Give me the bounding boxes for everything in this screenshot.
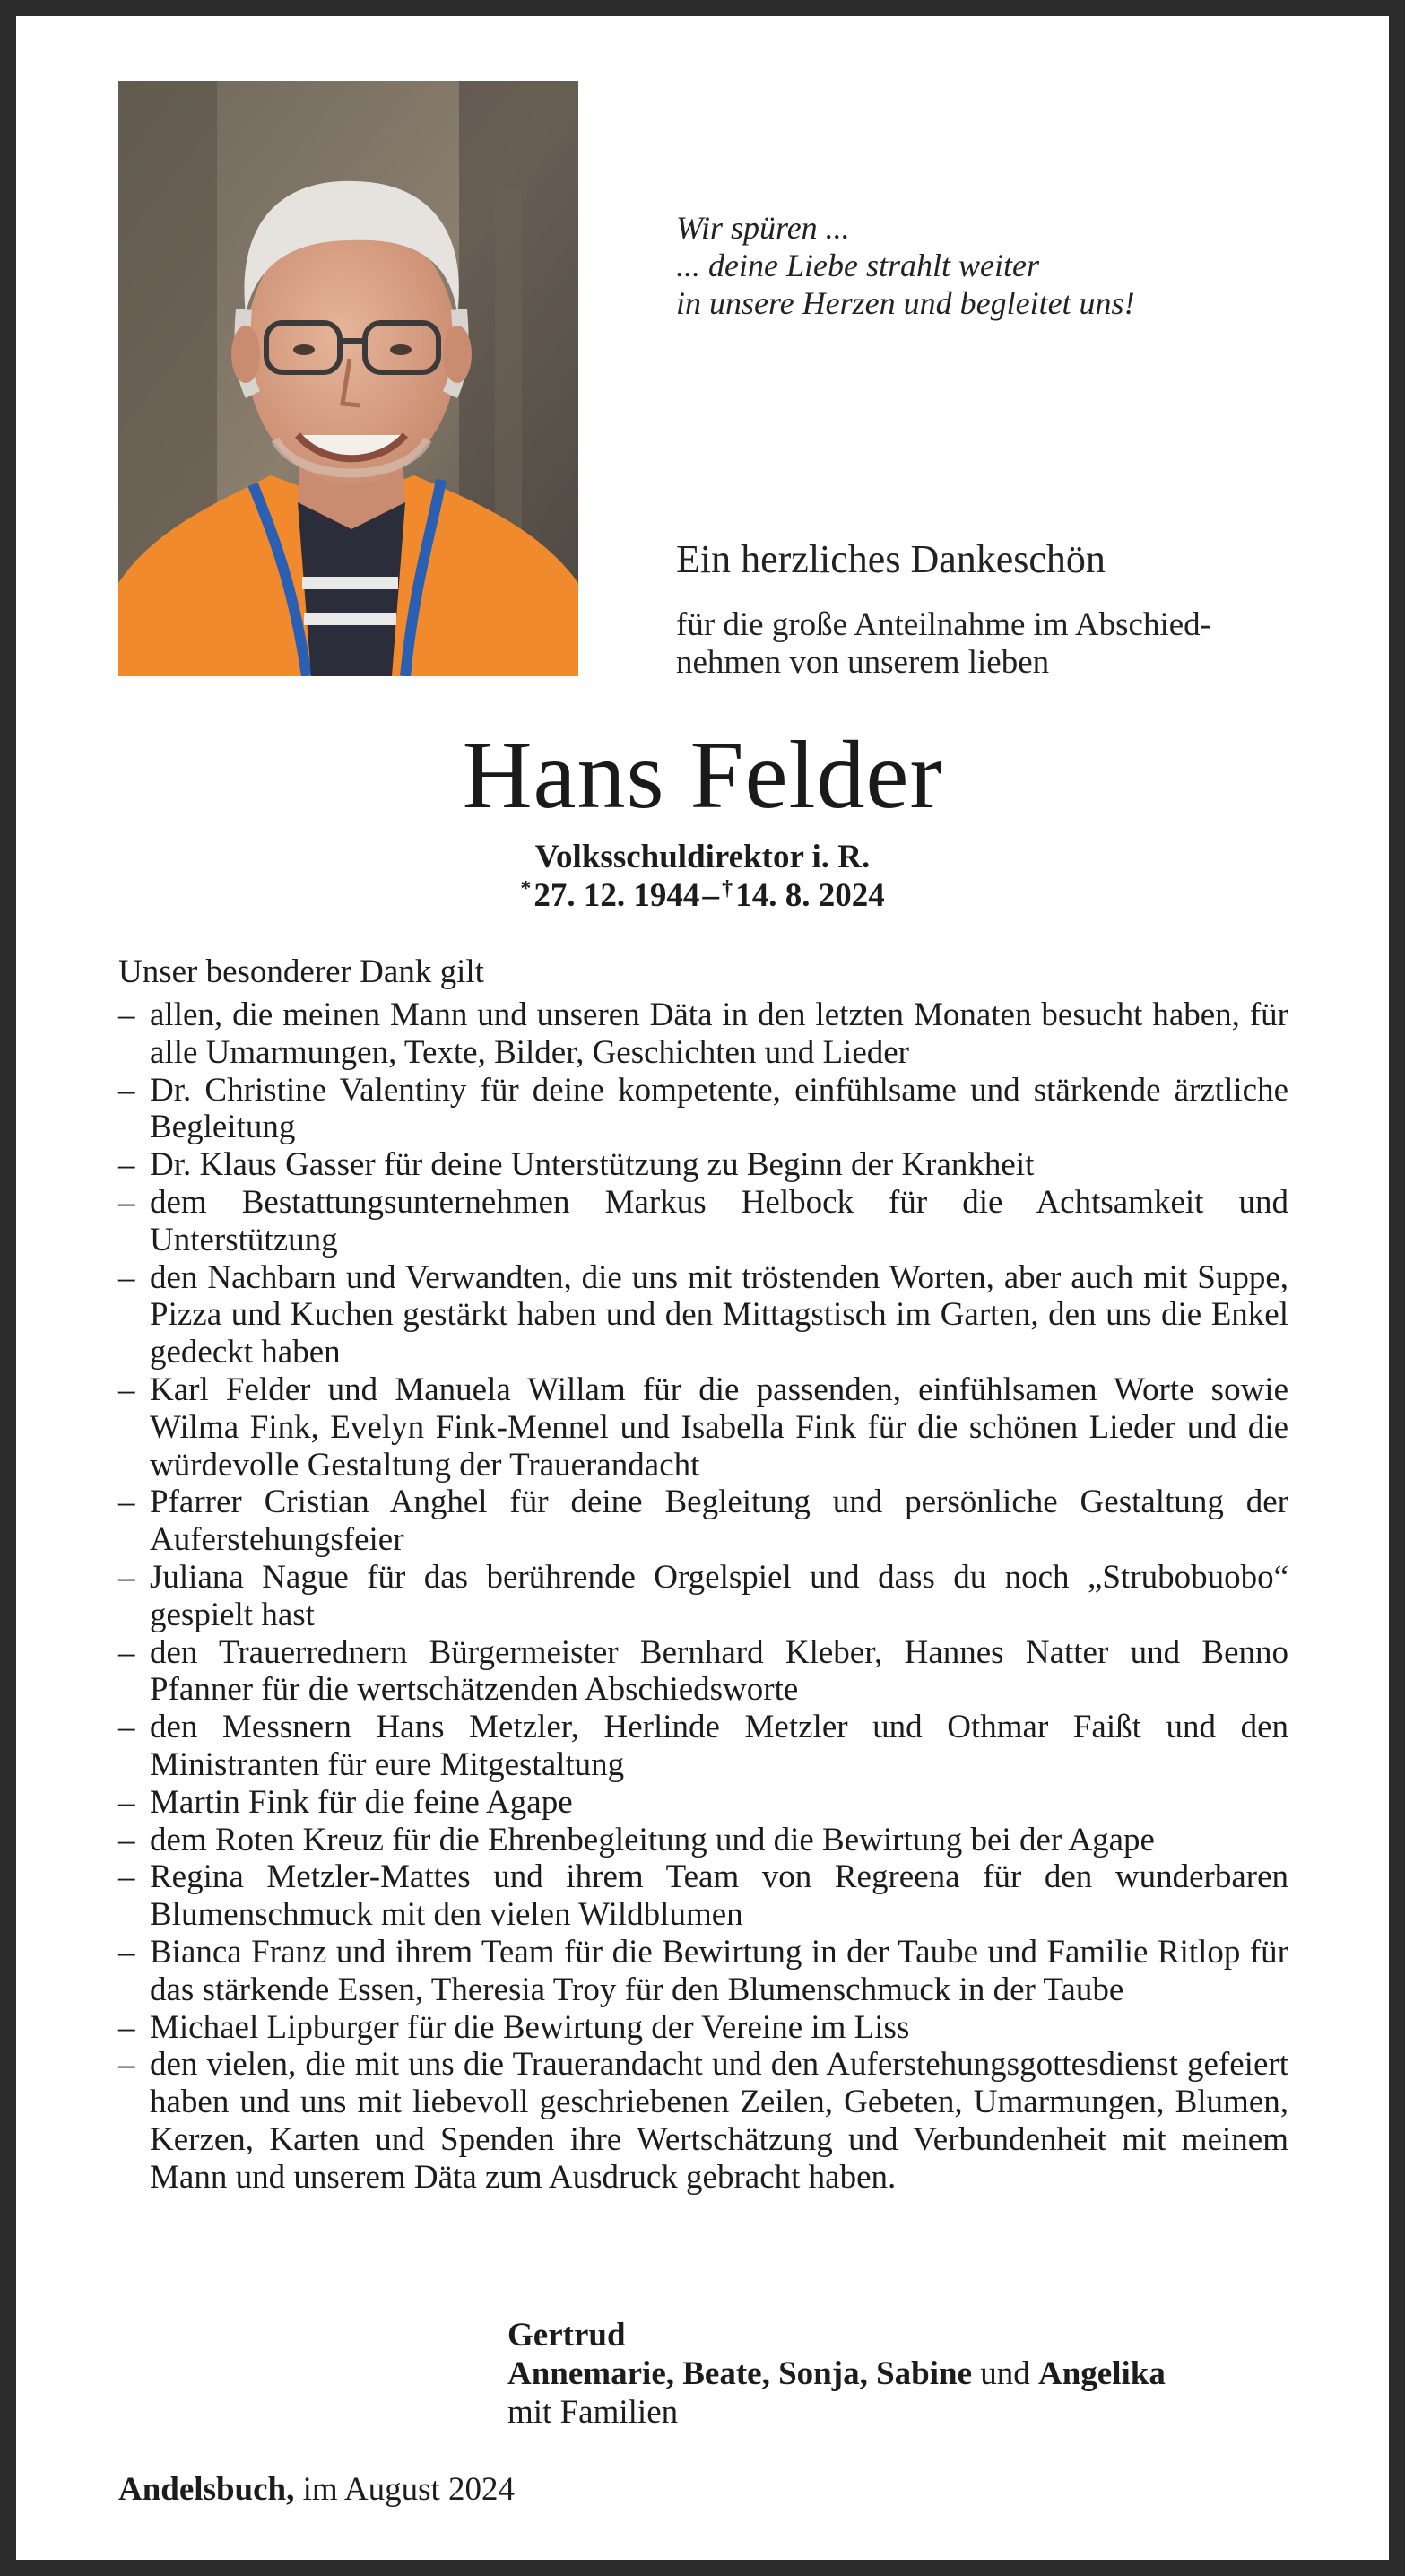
list-dash: – (118, 1633, 135, 1671)
signer-last: Angelika (1038, 2355, 1166, 2392)
thanks-item (118, 1709, 1288, 1784)
deceased-name: Hans Felder (462, 722, 943, 829)
list-dash: – (118, 1933, 135, 1971)
thanks-item-text: Dr. Christine Valentiny für deine kompetente, einfühlsame und stärkende ärztliche Begleitung (150, 1071, 1288, 1146)
birth-symbol: * (520, 877, 532, 901)
list-dash: – (118, 1858, 135, 1896)
thanks-item (118, 1858, 1288, 1934)
thanks-item (118, 1634, 1288, 1710)
thanks-item-text: den Nachbarn und Verwandten, die uns mit tröstenden Worten, aber auch mit Suppe, Pizza und Kuchen gestärkt haben und den Mittagstisch im Garten, den uns die Enkel gedeckt haben (150, 1258, 1288, 1371)
thanks-list (118, 996, 1288, 2197)
thanks-item-text: allen, die meinen Mann und unseren Däta in den letzten Monaten besucht haben, für alle Umarmungen, Texte, Bilder, Geschichten und Lieder (150, 996, 1288, 1071)
thanks-item (118, 1484, 1288, 1559)
thanks-item (118, 1146, 1288, 1184)
thanks-item-text: Michael Lipburger für die Bewirtung der Vereine im Liss (150, 2008, 910, 2046)
life-dates (0, 876, 1405, 916)
thanks-item-text: den Trauerrednern Bürgermeister Bernhard Kleber, Hannes Natter und Benno Pfanner für die wertschätzenden Abschiedsworte (150, 1633, 1288, 1709)
thanks-item (118, 2009, 1288, 2047)
thanks-item-text: den Messnern Hans Metzler, Herlinde Metzler und Othmar Faißt und den Ministranten für eure Mitgestaltung (150, 1709, 1288, 1783)
death-symbol: † (722, 877, 733, 901)
thanks-item-text: dem Roten Kreuz für die Ehrenbegleitung und die Bewirtung bei der Agape (150, 1821, 1155, 1858)
thanks-item-text: Pfarrer Cristian Anghel für deine Begleitung und persönliche Gestaltung der Auferstehungsfeier (150, 1484, 1288, 1559)
death-date: 14. 8. 2024 (735, 877, 885, 914)
thanks-item-text: den vielen, die mit uns die Trauerandacht und den Auferstehungsgottesdienst gefeiert haben und uns mit liebevoll geschriebenen Zeilen, Gebeten, Umarmungen, Blumen, Kerzen, Karten und Spenden ihre Wertschätzung und Verbundenheit mit meinem Mann und unserem Däta zum Ausdruck gebracht haben. (150, 2046, 1288, 2196)
list-dash: – (118, 1146, 135, 1184)
portrait-photo (118, 81, 578, 676)
thanks-item (118, 1934, 1288, 2009)
list-dash: – (118, 996, 135, 1033)
thanks-item-text: Regina Metzler-Mattes und ihrem Team von Regreena für den wunderbaren Blumenschmuck mit den vielen Wildblumen (150, 1858, 1288, 1934)
thanks-subtext-line: nehmen von unserem lieben (676, 644, 1050, 681)
list-dash: – (118, 1783, 135, 1821)
list-dash: – (118, 1821, 135, 1858)
quote-block (676, 209, 1135, 322)
signer-families: mit Familien (507, 2394, 679, 2431)
thanks-item-text: Martin Fink für die feine Agape (150, 1783, 573, 1821)
signatures (507, 2316, 1166, 2432)
thanks-item (118, 2046, 1288, 2196)
list-dash: – (118, 1258, 135, 1296)
thanks-item-text: Juliana Nague für das berührende Orgelspiel und dass du noch „Strubobuobo“ gespielt hast (150, 1558, 1288, 1633)
thanks-item-text: Karl Felder und Manuela Willam für die passenden, einfühlsamen Worte sowie Wilma Fink, Evelyn Fink-Mennel und Isabella Fink für die schönen Lieder und die würdevolle Gestaltung der Trauerandacht (150, 1371, 1288, 1484)
place-date (118, 2470, 515, 2510)
date-separator: – (702, 877, 719, 914)
place-date-text: im August 2024 (302, 2471, 516, 2508)
list-dash: – (118, 1709, 135, 1746)
thanks-item (118, 1072, 1288, 1147)
thanks-item (118, 1184, 1288, 1259)
list-dash: – (118, 1371, 135, 1408)
list-dash: – (118, 1071, 135, 1109)
quote-line: Wir spüren ... (676, 210, 850, 246)
thanks-heading: Ein herzliches Dankeschön (676, 537, 1106, 581)
list-dash: – (118, 1558, 135, 1596)
quote-line: in unsere Herzen und begleitet uns! (676, 285, 1135, 321)
thanks-item (118, 1259, 1288, 1371)
birth-date: 27. 12. 1944 (533, 877, 700, 914)
thanks-item-text: Dr. Klaus Gasser für deine Unterstützung zu Beginn der Krankheit (150, 1146, 1035, 1184)
list-dash: – (118, 1484, 135, 1521)
list-dash: – (118, 1183, 135, 1221)
signer-and: und (980, 2355, 1030, 2392)
quote-line: ... deine Liebe strahlt weiter (676, 248, 1039, 283)
thanks-item (118, 996, 1288, 1072)
thanks-item (118, 1559, 1288, 1634)
signer-children: Annemarie, Beate, Sonja, Sabine (507, 2355, 972, 2392)
thanks-item-text: dem Bestattungsunternehmen Markus Helbock für die Achtsamkeit und Unterstützung (150, 1183, 1288, 1258)
list-dash: – (118, 2008, 135, 2046)
place-town: Andelsbuch, (118, 2471, 295, 2508)
thanks-subtext (676, 606, 1211, 682)
thanks-item (118, 1371, 1288, 1484)
thanks-item (118, 1822, 1288, 1859)
thanks-subtext-line: für die große Anteilnahme im Abschied- (676, 606, 1211, 643)
thanks-item-text: Bianca Franz und ihrem Team für die Bewirtung in der Taube und Familie Ritlop für das stärkende Essen, Theresia Troy für den Blumenschmuck in der Taube (150, 1933, 1288, 2008)
list-dash: – (118, 2046, 135, 2084)
signer-primary: Gertrud (507, 2317, 626, 2354)
deceased-title: Volksschuldirektor i. R. (534, 839, 871, 875)
thanks-intro: Unser besonderer Dank gilt (118, 953, 484, 990)
thanks-item (118, 1784, 1288, 1822)
